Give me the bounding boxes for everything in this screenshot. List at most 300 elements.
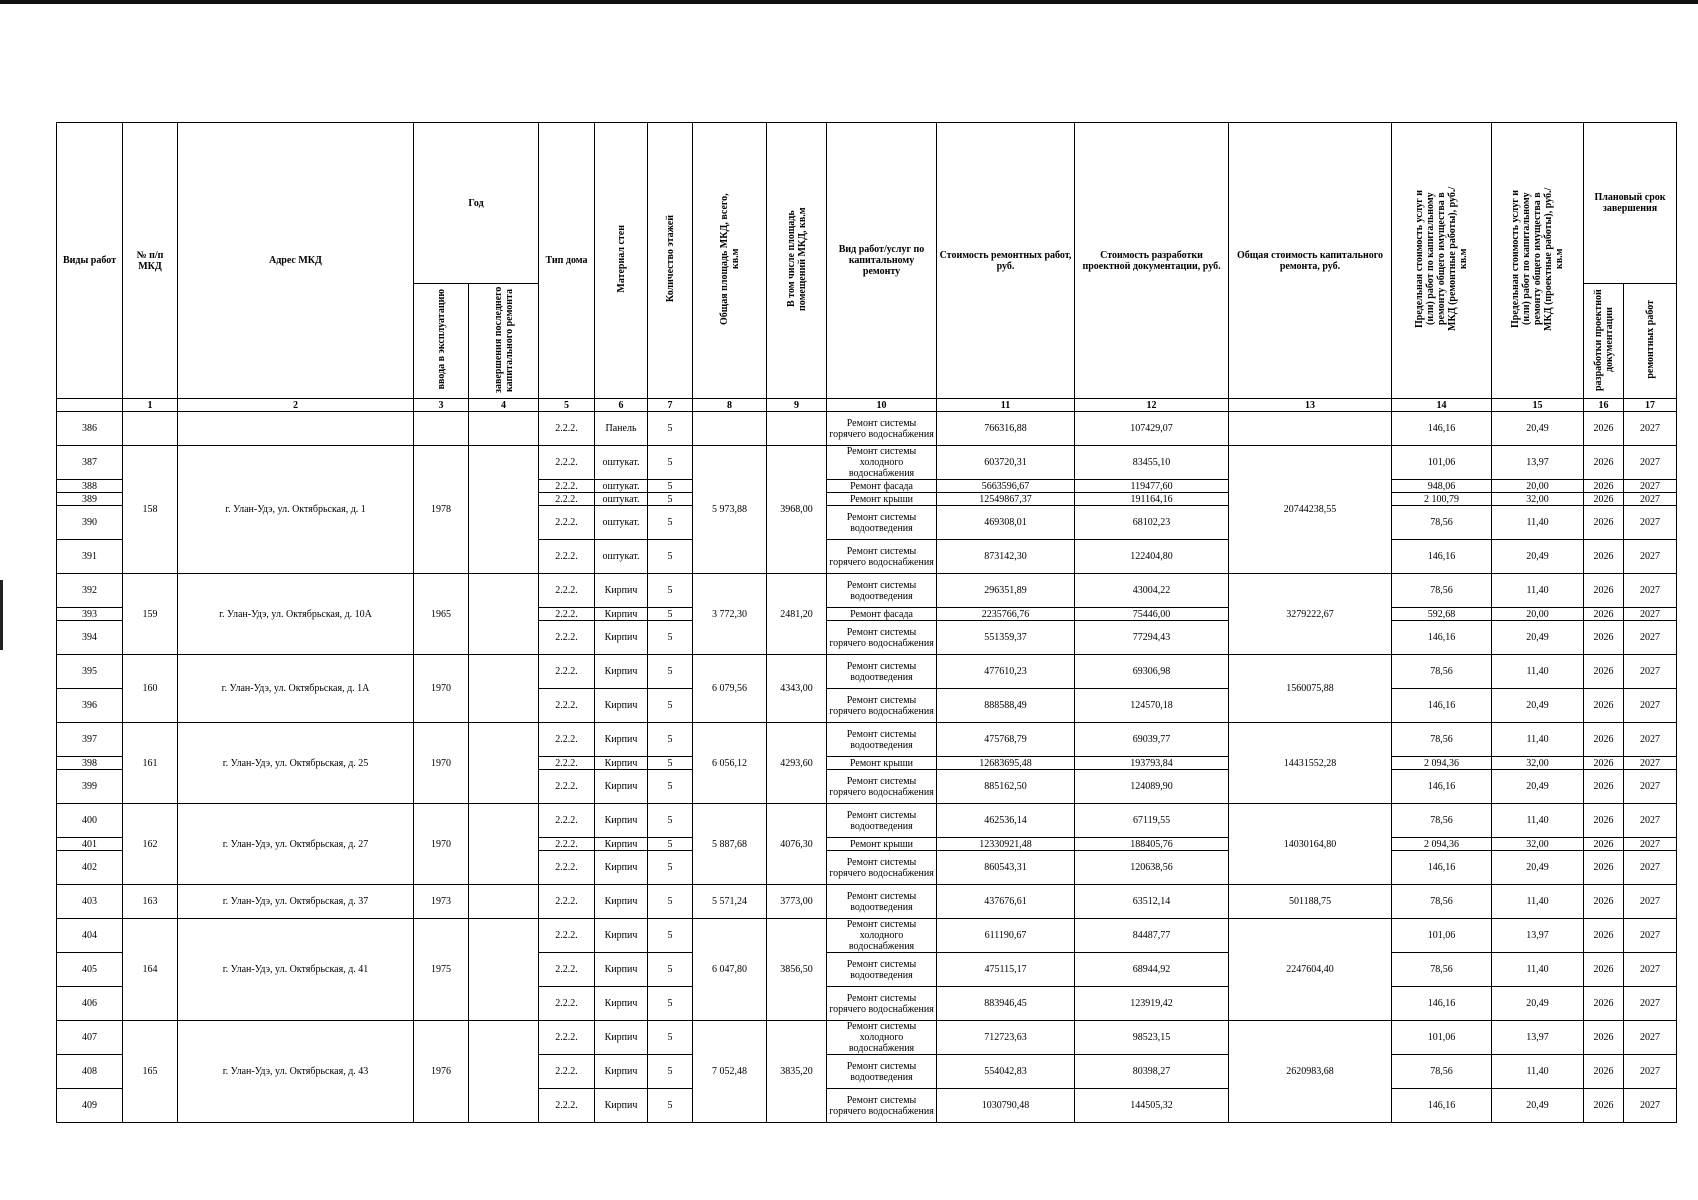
deadline-repair: 2027 [1624,851,1677,885]
year-commissioning: 1965 [414,574,469,655]
work-kind: Ремонт системы горячего водоснабжения [827,987,937,1021]
table-row [57,1021,1677,1055]
header-work-types: Виды работ [57,123,123,399]
wall-material: Кирпич [595,987,648,1021]
total-area: 6 079,56 [693,655,767,723]
capital-repair-table-sheet [56,122,1676,1123]
row-index: 394 [57,621,123,655]
total-cost: 3279222,67 [1229,574,1392,655]
limit-repair: 2 100,79 [1392,493,1492,506]
house-type: 2.2.2. [539,757,595,770]
limit-repair: 78,56 [1392,953,1492,987]
floors: 5 [648,689,693,723]
table-row [57,446,1677,480]
header-limit-repair: Предельная стоимость услуг и (или) работ по капитальному ремонту общего имущества в МКД (ремонтные работы), руб./кв.м [1392,123,1492,399]
deadline-project: 2026 [1584,480,1624,493]
column-number: 14 [1392,399,1492,412]
year-commissioning: 1970 [414,655,469,723]
floors: 5 [648,770,693,804]
floors: 5 [648,1089,693,1123]
house-type: 2.2.2. [539,838,595,851]
floors: 5 [648,953,693,987]
limit-repair: 146,16 [1392,540,1492,574]
repair-cost: 551359,37 [937,621,1075,655]
limit-repair: 78,56 [1392,506,1492,540]
work-kind: Ремонт системы холодного водоснабжения [827,446,937,480]
deadline-repair: 2027 [1624,919,1677,953]
repair-cost: 2235766,76 [937,608,1075,621]
deadline-project: 2026 [1584,574,1624,608]
house-type: 2.2.2. [539,608,595,621]
repair-cost: 5663596,67 [937,480,1075,493]
total-area: 3 772,30 [693,574,767,655]
deadline-repair: 2027 [1624,506,1677,540]
address [178,412,414,446]
deadline-project: 2026 [1584,608,1624,621]
repair-cost: 462536,14 [937,804,1075,838]
row-index: 393 [57,608,123,621]
mkd-number: 161 [123,723,178,804]
work-kind: Ремонт системы водоотведения [827,804,937,838]
wall-material: Кирпич [595,757,648,770]
floors: 5 [648,621,693,655]
house-type: 2.2.2. [539,987,595,1021]
column-number: 15 [1492,399,1584,412]
wall-material: Кирпич [595,885,648,919]
project-cost: 191164,16 [1075,493,1229,506]
table-row [57,723,1677,757]
repair-cost: 603720,31 [937,446,1075,480]
limit-repair: 2 094,36 [1392,757,1492,770]
total-cost: 1560075,88 [1229,655,1392,723]
year-commissioning: 1973 [414,885,469,919]
deadline-project: 2026 [1584,1055,1624,1089]
table-row [57,919,1677,953]
repair-cost: 296351,89 [937,574,1075,608]
house-type: 2.2.2. [539,446,595,480]
deadline-repair: 2027 [1624,804,1677,838]
limit-repair: 2 094,36 [1392,838,1492,851]
wall-material: оштукат. [595,540,648,574]
floors: 5 [648,804,693,838]
year-last-repair [469,919,539,1021]
row-index: 387 [57,446,123,480]
deadline-project: 2026 [1584,621,1624,655]
column-number: 7 [648,399,693,412]
repair-cost: 712723,63 [937,1021,1075,1055]
house-type: 2.2.2. [539,574,595,608]
floors: 5 [648,655,693,689]
scan-left-mark [0,580,3,650]
row-index: 406 [57,987,123,1021]
limit-project: 13,97 [1492,1021,1584,1055]
limit-repair: 146,16 [1392,987,1492,1021]
column-number: 9 [767,399,827,412]
limit-repair: 101,06 [1392,446,1492,480]
total-area: 5 973,88 [693,446,767,574]
house-type: 2.2.2. [539,1055,595,1089]
repair-cost: 883946,45 [937,987,1075,1021]
project-cost: 84487,77 [1075,919,1229,953]
limit-project: 32,00 [1492,757,1584,770]
header-floors: Количество этажей [648,123,693,399]
repair-cost: 12683695,48 [937,757,1075,770]
house-type: 2.2.2. [539,919,595,953]
work-kind: Ремонт системы горячего водоснабжения [827,621,937,655]
deadline-repair: 2027 [1624,540,1677,574]
deadline-project: 2026 [1584,412,1624,446]
deadline-project: 2026 [1584,446,1624,480]
deadline-project: 2026 [1584,885,1624,919]
house-type: 2.2.2. [539,804,595,838]
header-mkd-number: № п/п МКД [123,123,178,399]
limit-repair: 78,56 [1392,1055,1492,1089]
mkd-number: 159 [123,574,178,655]
total-area: 6 047,80 [693,919,767,1021]
address: г. Улан-Удэ, ул. Октябрьская, д. 43 [178,1021,414,1123]
year-last-repair [469,804,539,885]
repair-cost: 475115,17 [937,953,1075,987]
address: г. Улан-Удэ, ул. Октябрьская, д. 27 [178,804,414,885]
address: г. Улан-Удэ, ул. Октябрьская, д. 10А [178,574,414,655]
total-area: 6 056,12 [693,723,767,804]
wall-material: Панель [595,412,648,446]
wall-material: Кирпич [595,838,648,851]
repair-cost: 885162,50 [937,770,1075,804]
limit-repair: 146,16 [1392,689,1492,723]
floors: 5 [648,885,693,919]
work-kind: Ремонт системы холодного водоснабжения [827,919,937,953]
floors: 5 [648,412,693,446]
row-index: 395 [57,655,123,689]
deadline-repair: 2027 [1624,838,1677,851]
column-number: 6 [595,399,648,412]
work-kind: Ремонт системы горячего водоснабжения [827,412,937,446]
deadline-repair: 2027 [1624,757,1677,770]
header-deadline-project: разработки проектной документации [1584,284,1624,399]
limit-repair: 78,56 [1392,723,1492,757]
work-kind: Ремонт системы водоотведения [827,723,937,757]
deadline-repair: 2027 [1624,493,1677,506]
mkd-number: 162 [123,804,178,885]
limit-repair: 592,68 [1392,608,1492,621]
work-kind: Ремонт крыши [827,757,937,770]
header-total-cost: Общая стоимость капитального ремонта, руб. [1229,123,1392,399]
column-number: 17 [1624,399,1677,412]
floors: 5 [648,574,693,608]
limit-project: 11,40 [1492,506,1584,540]
row-index: 404 [57,919,123,953]
mkd-number: 160 [123,655,178,723]
deadline-project: 2026 [1584,838,1624,851]
row-index: 389 [57,493,123,506]
year-last-repair [469,723,539,804]
limit-repair: 146,16 [1392,851,1492,885]
house-type: 2.2.2. [539,655,595,689]
row-index: 405 [57,953,123,987]
limit-repair: 101,06 [1392,919,1492,953]
project-cost: 67119,55 [1075,804,1229,838]
limit-project: 20,49 [1492,540,1584,574]
year-commissioning: 1970 [414,723,469,804]
address: г. Улан-Удэ, ул. Октябрьская, д. 41 [178,919,414,1021]
project-cost: 80398,27 [1075,1055,1229,1089]
header-repair-cost: Стоимость ремонтных работ, руб. [937,123,1075,399]
limit-repair: 78,56 [1392,804,1492,838]
mkd-number: 163 [123,885,178,919]
wall-material: Кирпич [595,953,648,987]
header-premises-area: В том числе площадь помещений МКД, кв.м [767,123,827,399]
project-cost: 77294,43 [1075,621,1229,655]
table-row [57,574,1677,608]
deadline-repair: 2027 [1624,608,1677,621]
project-cost: 107429,07 [1075,412,1229,446]
limit-project: 11,40 [1492,1055,1584,1089]
row-index: 401 [57,838,123,851]
wall-material: Кирпич [595,574,648,608]
limit-project: 11,40 [1492,804,1584,838]
capital-repair-table [56,122,1677,1123]
project-cost: 119477,60 [1075,480,1229,493]
header-total-area: Общая площадь МКД, всего, кв.м [693,123,767,399]
work-kind: Ремонт системы горячего водоснабжения [827,540,937,574]
project-cost: 123919,42 [1075,987,1229,1021]
house-type: 2.2.2. [539,851,595,885]
deadline-repair: 2027 [1624,655,1677,689]
deadline-repair: 2027 [1624,770,1677,804]
wall-material: Кирпич [595,919,648,953]
limit-project: 20,49 [1492,412,1584,446]
premises-area: 3856,50 [767,919,827,1021]
scan-top-edge [0,0,1698,4]
repair-cost: 1030790,48 [937,1089,1075,1123]
house-type: 2.2.2. [539,770,595,804]
premises-area: 3773,00 [767,885,827,919]
repair-cost: 766316,88 [937,412,1075,446]
deadline-repair: 2027 [1624,953,1677,987]
house-type: 2.2.2. [539,506,595,540]
column-number: 16 [1584,399,1624,412]
house-type: 2.2.2. [539,1089,595,1123]
house-type: 2.2.2. [539,953,595,987]
deadline-repair: 2027 [1624,689,1677,723]
total-cost: 2620983,68 [1229,1021,1392,1123]
limit-repair: 146,16 [1392,412,1492,446]
floors: 5 [648,1055,693,1089]
limit-repair: 78,56 [1392,574,1492,608]
premises-area [767,412,827,446]
column-number [57,399,123,412]
column-number: 12 [1075,399,1229,412]
repair-cost: 12330921,48 [937,838,1075,851]
header-limit-project: Предельная стоимость услуг и (или) работ по капитальному ремонту общего имущества в МКД (проектные работы), руб./кв.м [1492,123,1584,399]
work-kind: Ремонт фасада [827,480,937,493]
wall-material: Кирпич [595,608,648,621]
deadline-repair: 2027 [1624,987,1677,1021]
work-kind: Ремонт системы горячего водоснабжения [827,770,937,804]
repair-cost: 469308,01 [937,506,1075,540]
table-row [57,412,1677,446]
total-area: 7 052,48 [693,1021,767,1123]
work-kind: Ремонт системы водоотведения [827,885,937,919]
row-index: 400 [57,804,123,838]
row-index: 386 [57,412,123,446]
row-index: 398 [57,757,123,770]
limit-project: 20,00 [1492,608,1584,621]
deadline-repair: 2027 [1624,480,1677,493]
address: г. Улан-Удэ, ул. Октябрьская, д. 25 [178,723,414,804]
header-planned-deadline: Плановый срок завершения [1584,123,1677,284]
project-cost: 193793,84 [1075,757,1229,770]
address: г. Улан-Удэ, ул. Октябрьская, д. 1 [178,446,414,574]
year-last-repair [469,655,539,723]
row-index: 392 [57,574,123,608]
repair-cost: 477610,23 [937,655,1075,689]
table-row [57,885,1677,919]
project-cost: 69306,98 [1075,655,1229,689]
wall-material: Кирпич [595,770,648,804]
project-cost: 122404,80 [1075,540,1229,574]
year-last-repair [469,1021,539,1123]
house-type: 2.2.2. [539,412,595,446]
deadline-project: 2026 [1584,506,1624,540]
deadline-project: 2026 [1584,723,1624,757]
column-number: 5 [539,399,595,412]
row-index: 397 [57,723,123,757]
total-cost: 14030164,80 [1229,804,1392,885]
limit-repair: 78,56 [1392,655,1492,689]
deadline-project: 2026 [1584,689,1624,723]
column-number: 1 [123,399,178,412]
premises-area: 4293,60 [767,723,827,804]
limit-project: 11,40 [1492,574,1584,608]
deadline-repair: 2027 [1624,1089,1677,1123]
house-type: 2.2.2. [539,480,595,493]
project-cost: 75446,00 [1075,608,1229,621]
house-type: 2.2.2. [539,493,595,506]
floors: 5 [648,608,693,621]
deadline-repair: 2027 [1624,574,1677,608]
wall-material: оштукат. [595,480,648,493]
total-cost: 2247604,40 [1229,919,1392,1021]
column-number-row [57,399,1677,412]
work-kind: Ремонт крыши [827,838,937,851]
year-last-repair [469,412,539,446]
limit-repair: 146,16 [1392,770,1492,804]
header-project-cost: Стоимость разработки проектной документации, руб. [1075,123,1229,399]
repair-cost: 888588,49 [937,689,1075,723]
table-row [57,655,1677,689]
address: г. Улан-Удэ, ул. Октябрьская, д. 1А [178,655,414,723]
repair-cost: 873142,30 [937,540,1075,574]
work-kind: Ремонт системы водоотведения [827,574,937,608]
deadline-project: 2026 [1584,655,1624,689]
deadline-repair: 2027 [1624,412,1677,446]
row-index: 391 [57,540,123,574]
work-kind: Ремонт системы холодного водоснабжения [827,1021,937,1055]
header-house-type: Тип дома [539,123,595,399]
wall-material: Кирпич [595,1089,648,1123]
row-index: 409 [57,1089,123,1123]
limit-project: 13,97 [1492,446,1584,480]
column-number: 13 [1229,399,1392,412]
house-type: 2.2.2. [539,885,595,919]
wall-material: Кирпич [595,851,648,885]
deadline-repair: 2027 [1624,446,1677,480]
deadline-project: 2026 [1584,540,1624,574]
project-cost: 68102,23 [1075,506,1229,540]
repair-cost: 437676,61 [937,885,1075,919]
wall-material: оштукат. [595,506,648,540]
mkd-number: 158 [123,446,178,574]
floors: 5 [648,723,693,757]
total-area: 5 887,68 [693,804,767,885]
header-year: Год [414,123,539,284]
deadline-project: 2026 [1584,804,1624,838]
wall-material: Кирпич [595,804,648,838]
floors: 5 [648,506,693,540]
deadline-project: 2026 [1584,757,1624,770]
column-number: 2 [178,399,414,412]
house-type: 2.2.2. [539,540,595,574]
limit-repair: 948,06 [1392,480,1492,493]
wall-material: оштукат. [595,446,648,480]
floors: 5 [648,757,693,770]
header-year-commissioning: ввода в эксплуатацию [414,284,469,399]
limit-project: 11,40 [1492,953,1584,987]
deadline-repair: 2027 [1624,1021,1677,1055]
limit-project: 20,49 [1492,987,1584,1021]
year-last-repair [469,574,539,655]
work-kind: Ремонт системы горячего водоснабжения [827,851,937,885]
limit-project: 20,49 [1492,1089,1584,1123]
project-cost: 69039,77 [1075,723,1229,757]
column-number: 10 [827,399,937,412]
floors: 5 [648,1021,693,1055]
mkd-number: 164 [123,919,178,1021]
project-cost: 144505,32 [1075,1089,1229,1123]
year-commissioning [414,412,469,446]
column-number: 11 [937,399,1075,412]
total-area: 5 571,24 [693,885,767,919]
deadline-project: 2026 [1584,493,1624,506]
premises-area: 2481,20 [767,574,827,655]
column-number: 8 [693,399,767,412]
header-address: Адрес МКД [178,123,414,399]
project-cost: 63512,14 [1075,885,1229,919]
total-cost: 14431552,28 [1229,723,1392,804]
floors: 5 [648,838,693,851]
work-kind: Ремонт системы водоотведения [827,506,937,540]
project-cost: 124570,18 [1075,689,1229,723]
mkd-number: 165 [123,1021,178,1123]
work-kind: Ремонт крыши [827,493,937,506]
limit-project: 20,49 [1492,770,1584,804]
project-cost: 98523,15 [1075,1021,1229,1055]
work-kind: Ремонт системы водоотведения [827,953,937,987]
deadline-project: 2026 [1584,851,1624,885]
deadline-project: 2026 [1584,953,1624,987]
house-type: 2.2.2. [539,689,595,723]
floors: 5 [648,987,693,1021]
wall-material: оштукат. [595,493,648,506]
floors: 5 [648,540,693,574]
work-kind: Ремонт фасада [827,608,937,621]
limit-project: 20,49 [1492,851,1584,885]
address: г. Улан-Удэ, ул. Октябрьская, д. 37 [178,885,414,919]
limit-project: 20,49 [1492,621,1584,655]
header-deadline-repair: ремонтных работ [1624,284,1677,399]
